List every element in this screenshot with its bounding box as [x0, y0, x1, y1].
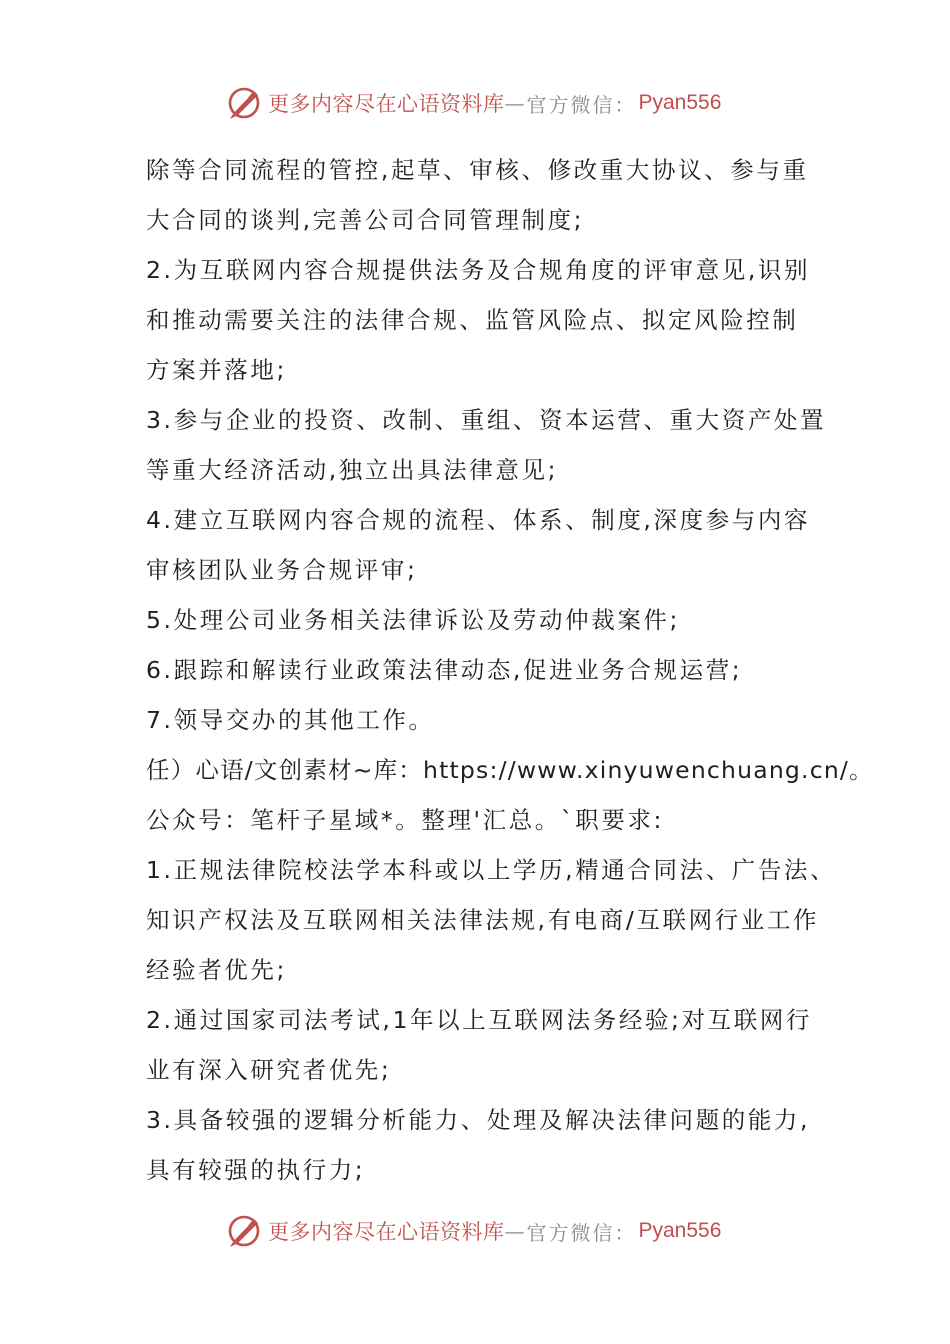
- text-line: 和推动需要关注的法律合规、监管风险点、拟定风险控制: [146, 306, 799, 334]
- text-line: 2.通过国家司法考试,1年以上互联网法务经验;对互联网行: [146, 1006, 813, 1034]
- header-watermark-banner: [224, 80, 721, 126]
- text-line: 审核团队业务合规评审;: [146, 556, 418, 584]
- watermark-site-text: 更多内容尽在心语资料库: [268, 92, 505, 116]
- watermark-wechat-label: 官方微信：: [526, 1220, 637, 1245]
- text-line: 2.为互联网内容合规提供法务及合规角度的评审意见,识别: [146, 256, 811, 284]
- text-line-url: 任）心语/文创素材~库：https://www.xinyuwenchuang.cn/。: [146, 756, 874, 784]
- text-line: 3.具备较强的逻辑分析能力、处理及解决法律问题的能力,: [146, 1106, 811, 1134]
- text-line: 6.跟踪和解读行业政策法律动态,促进业务合规运营;: [146, 656, 743, 684]
- text-line: 知识产权法及互联网相关法律法规,有电商/互联网行业工作: [146, 906, 820, 934]
- footer-watermark-banner: [224, 1208, 721, 1254]
- text-line: 公众号：笔杆子星域*。整理'汇总。`职要求:: [146, 806, 665, 834]
- text-line: 4.建立互联网内容合规的流程、体系、制度,深度参与内容: [146, 506, 811, 534]
- text-line: 等重大经济活动,独立出具法律意见;: [146, 456, 559, 484]
- text-line: 7.领导交办的其他工作。: [146, 706, 435, 734]
- watermark-wechat-id: Pyan556: [638, 1219, 722, 1242]
- watermark-wechat-label: 官方微信：: [526, 92, 637, 117]
- quill-pen-logo-icon: [224, 1211, 264, 1251]
- text-line: 大合同的谈判,完善公司合同管理制度;: [146, 206, 585, 234]
- watermark-dash: —: [504, 1219, 527, 1243]
- watermark-wechat-id: Pyan556: [638, 91, 722, 114]
- text-line: 5.处理公司业务相关法律诉讼及劳动仲裁案件;: [146, 606, 681, 634]
- text-line: 经验者优先;: [146, 956, 288, 984]
- watermark-dash: —: [504, 91, 527, 115]
- text-line: 除等合同流程的管控,起草、审核、修改重大协议、参与重: [146, 156, 809, 184]
- quill-pen-logo-icon: [224, 83, 264, 123]
- watermark-site-text: 更多内容尽在心语资料库: [268, 1220, 505, 1244]
- text-line: 具有较强的执行力;: [146, 1156, 366, 1184]
- text-line: 业有深入研究者优先;: [146, 1056, 392, 1084]
- text-line: 3.参与企业的投资、改制、重组、资本运营、重大资产处置: [146, 406, 827, 434]
- text-line: 1.正规法律院校法学本科或以上学历,精通合同法、广告法、: [146, 856, 837, 884]
- text-line: 方案并落地;: [146, 356, 288, 384]
- document-body: [146, 145, 874, 1195]
